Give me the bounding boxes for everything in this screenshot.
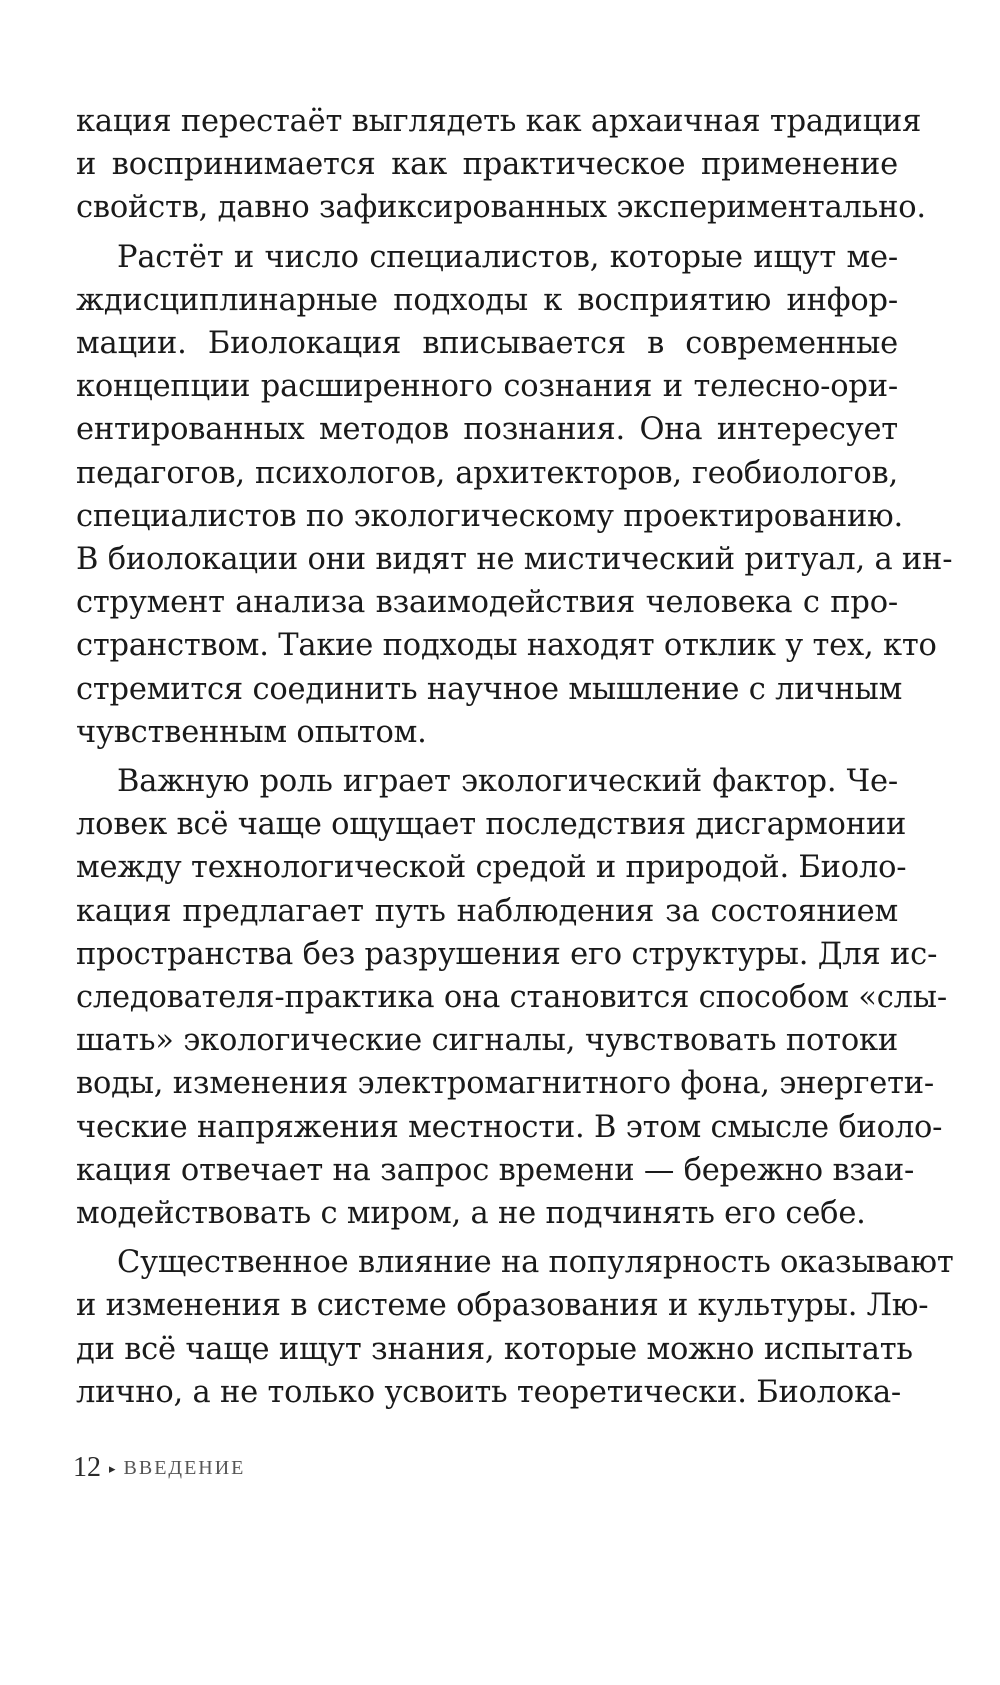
text-line: модействовать с миром, а не подчинять его себе. <box>76 1196 866 1232</box>
text-line: струмент анализа взаимодействия человека с про- <box>76 585 898 621</box>
text-line: ловек всё чаще ощущает последствия дисгармонии <box>76 807 907 843</box>
text-line: кация перестаёт выглядеть как архаичная традиция <box>76 104 922 139</box>
text-line: Важную роль играет экологический фактор. Че- <box>117 764 898 800</box>
text-line: педагогов, психологов, архитекторов, геобиологов, <box>76 455 898 491</box>
page-footer <box>73 1452 245 1484</box>
text-line: ентированных методов познания. Она интересует <box>76 412 898 448</box>
text-line: следователя-практика она становится способом «слы- <box>76 980 947 1016</box>
text-line: ческие напряжения местности. В этом смысле биоло- <box>76 1109 943 1145</box>
paragraph <box>76 236 953 754</box>
text-line: Существенное влияние на популярность оказывают <box>117 1245 954 1281</box>
text-line: шать» экологические сигналы, чувствовать потоки <box>76 1023 898 1059</box>
paragraph <box>76 100 926 230</box>
text-line: ждисциплинарные подходы к восприятию инфор- <box>76 282 898 318</box>
arrow-icon: ▸ <box>109 1460 116 1476</box>
text-line: между технологической средой и природой. Биоло- <box>76 850 907 886</box>
text-line: пространства без разрушения его структуры. Для ис- <box>76 936 938 972</box>
text-line: ди всё чаще ищут знания, которые можно испытать <box>76 1331 913 1367</box>
text-line: странством. Такие подходы находят отклик у тех, кто <box>76 628 937 664</box>
text-line: кация отвечает на запрос времени — бережно взаи- <box>76 1152 915 1188</box>
text-line: мации. Биолокация вписывается в современные <box>76 326 898 362</box>
text-line: кация предлагает путь наблюдения за состоянием <box>76 893 898 929</box>
paragraph <box>76 760 947 1235</box>
paragraph <box>76 1241 954 1414</box>
text-line: и изменения в системе образования и культуры. Лю- <box>76 1288 929 1324</box>
text-line: Растёт и число специалистов, которые ищут ме- <box>117 239 898 275</box>
text-line: В биолокации они видят не мистический ритуал, а ин- <box>76 542 953 578</box>
page-number: 12 <box>73 1452 101 1483</box>
page-body <box>76 100 954 1414</box>
running-section-title: ВВЕДЕНИЕ <box>123 1456 246 1479</box>
text-line: и воспринимается как практическое применение <box>76 147 898 183</box>
text-line: чувственным опытом. <box>76 714 427 750</box>
text-line: стремится соединить научное мышление с личным <box>76 671 903 707</box>
text-line: лично, а не только усвоить теоретически. Биолока- <box>76 1374 902 1410</box>
text-line: специалистов по экологическому проектированию. <box>76 498 903 534</box>
text-line: свойств, давно зафиксированных экспериментально. <box>76 190 926 226</box>
text-line: воды, изменения электромагнитного фона, энергети- <box>76 1066 935 1102</box>
text-line: концепции расширенного сознания и телесно-ори- <box>76 369 898 405</box>
